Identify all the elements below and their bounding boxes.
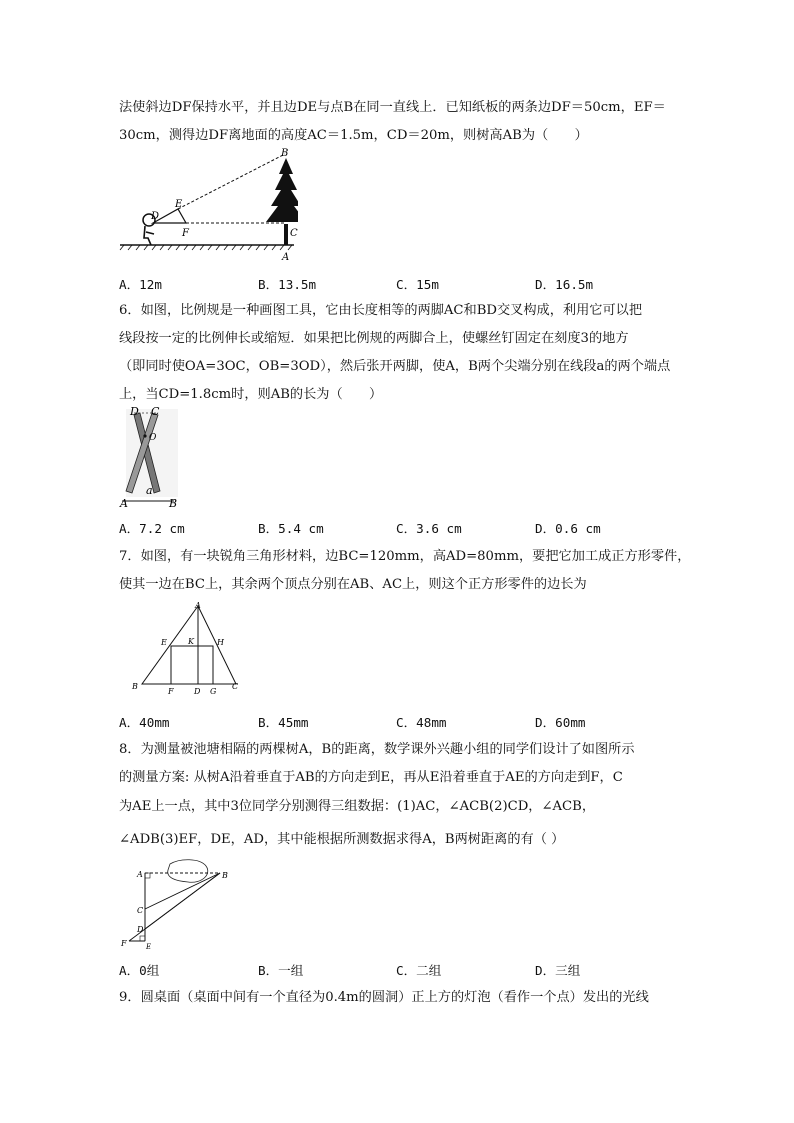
q7-label-D: D — [194, 687, 201, 696]
q7-option-b[interactable]: B．45mm — [258, 715, 309, 730]
q6-option-a[interactable]: A．7.2 cm — [119, 521, 185, 536]
q6-proportional-compass-figure — [118, 403, 184, 509]
q5-text-line1: 法使斜边DF保持水平，并且边DE与点B在同一直线上．已知纸板的两条边DF＝50cm，EF＝ — [119, 100, 666, 115]
q7-option-c[interactable]: C．48mm — [396, 715, 447, 730]
q8-label-B: B — [222, 871, 228, 880]
q8-label-C: C — [137, 906, 144, 915]
q5-label-F: F — [182, 228, 189, 239]
q6-text-line2: 线段按一定的比例伸长或缩短．如果把比例规的两脚合上，使螺丝钉固定在刻度3的地方 — [119, 331, 629, 346]
q6-label-D: D — [130, 405, 139, 418]
q5-text-line2: 30cm，测得边DF离地面的高度AC＝1.5m，CD＝20m，则树高AB为（ ） — [119, 128, 588, 143]
q8-option-c[interactable]: C．二组 — [396, 963, 442, 978]
q7-label-G: G — [210, 687, 217, 696]
q7-label-K: K — [188, 637, 194, 646]
q6-text-line1: 6．如图，比例规是一种画图工具，它由长度相等的两脚AC和BD交叉构成，利用它可以把 — [119, 303, 643, 318]
q7-option-d[interactable]: D．60mm — [535, 715, 586, 730]
q6-label-C: C — [151, 405, 160, 418]
q8-text-line1: 8．为测量被池塘相隔的两棵树A，B的距离，数学课外兴趣小组的同学们设计了如图所示 — [119, 742, 635, 757]
q5-label-E: E — [175, 199, 183, 210]
q5-label-D: D — [151, 211, 160, 222]
q7-label-F: F — [168, 687, 174, 696]
q8-label-F: F — [121, 939, 127, 948]
q6-text-line4: 上，当CD=1.8cm时，则AB的长为（ ） — [119, 387, 383, 402]
q5-option-a[interactable]: A．12m — [119, 277, 162, 292]
q7-label-C: C — [232, 682, 239, 691]
q8-label-A: A — [137, 870, 143, 879]
q8-label-D: D — [137, 925, 144, 934]
q7-label-E: E — [161, 638, 167, 647]
q7-text-line1: 7．如图，有一块锐角三角形材料，边BC=120mm，高AD=80mm，要把它加工成正方形零件， — [119, 549, 691, 564]
q7-option-a[interactable]: A．40mm — [119, 715, 170, 730]
q6-label-a: a — [146, 484, 153, 497]
q9-text-line1: 9．圆桌面（桌面中间有一个直径为0.4m的圆洞）正上方的灯泡（看作一个点）发出的光线 — [119, 990, 649, 1005]
q8-label-E: E — [146, 943, 152, 951]
q8-text-line3: 为AE上一点，其中3位同学分别测得三组数据：(1)AC，∠ACB(2)CD，∠ACB， — [119, 799, 596, 814]
q5-option-b[interactable]: B．13.5m — [258, 277, 317, 292]
q7-label-B: B — [132, 682, 138, 691]
q6-option-d[interactable]: D．0.6 cm — [535, 521, 601, 536]
q7-label-A: A — [195, 601, 201, 610]
q6-label-O: O — [149, 433, 157, 443]
q7-text-line2: 使其一边在BC上，其余两个顶点分别在AB、AC上，则这个正方形零件的边长为 — [119, 577, 587, 592]
q5-tree-figure — [118, 146, 298, 264]
q5-label-B: B — [281, 148, 289, 159]
q8-text-line2: 的测量方案: 从树A沿着垂直于AB的方向走到E，再从E沿着垂直于AE的方向走到F，C — [119, 770, 623, 785]
q6-option-b[interactable]: B．5.4 cm — [258, 521, 324, 536]
q5-option-d[interactable]: D．16.5m — [535, 277, 594, 292]
q8-option-d[interactable]: D．三组 — [535, 963, 581, 978]
q8-option-a[interactable]: A．0组 — [119, 963, 160, 978]
q6-option-c[interactable]: C．3.6 cm — [396, 521, 462, 536]
q5-option-c[interactable]: C．15m — [396, 277, 439, 292]
q6-text-line3: （即同时使OA=3OC，OB=3OD），然后张开两脚，使A，B两个尖端分别在线段a的两个端点 — [119, 359, 671, 374]
q6-label-B: B — [169, 497, 178, 509]
q8-pond-figure — [118, 856, 238, 952]
q7-label-H: H — [217, 638, 224, 647]
q8-text-line4: ∠ADB(3)EF，DE，AD，其中能根据所测数据求得A，B两树距离的有（ ） — [119, 832, 565, 847]
q6-label-A: A — [120, 497, 128, 509]
q7-triangle-square-figure — [128, 598, 248, 698]
q5-label-C: C — [290, 228, 298, 239]
q8-option-b[interactable]: B．一组 — [258, 963, 304, 978]
q5-label-A: A — [282, 252, 290, 263]
